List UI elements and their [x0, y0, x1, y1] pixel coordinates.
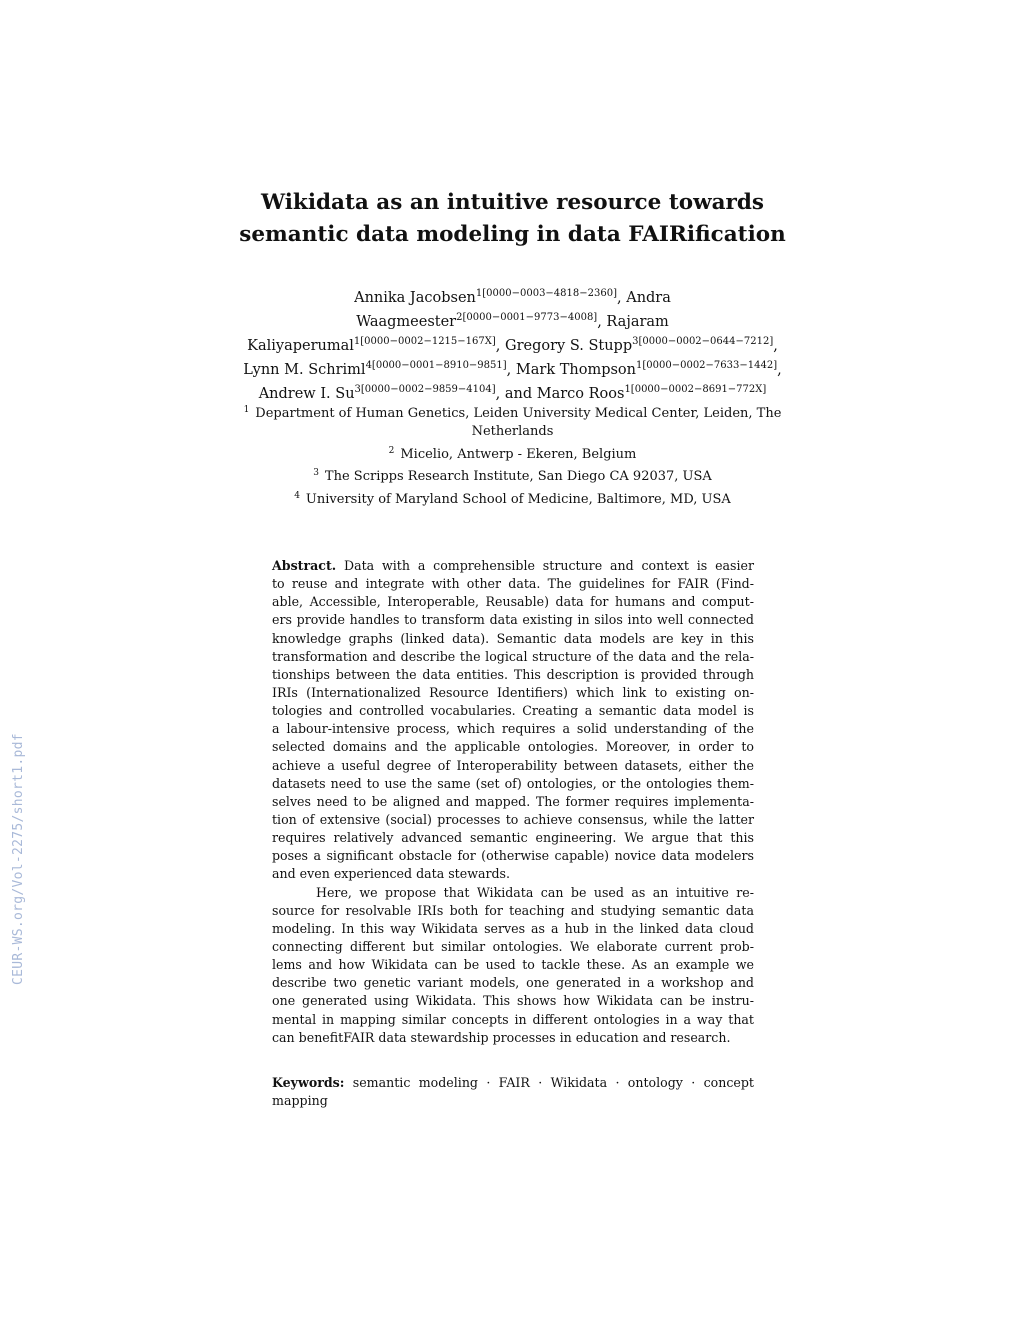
author-line-4	[205, 356, 820, 380]
abstract-line: connecting different but similar ontologies. We elaborate current prob-	[272, 938, 754, 954]
abstract-line	[272, 557, 754, 575]
abstract-line: IRIs (Internationalized Resource Identifiers) which link to existing on-	[272, 684, 754, 700]
author-sep: , Rajaram	[597, 314, 669, 330]
affiliation-2	[225, 442, 800, 464]
author-name: Andrew I. Su	[258, 386, 355, 402]
affiliation-number: 4	[294, 490, 300, 501]
abstract-paragraph-2	[272, 884, 754, 1047]
abstract-line: requires relatively advanced semantic engineering. We argue that this	[272, 830, 754, 846]
abstract-text: Data with a comprehensible structure and context is easier	[344, 558, 754, 573]
title-line-1: Wikidata as an intuitive resource towards	[260, 190, 764, 215]
keywords	[272, 1074, 754, 1110]
abstract-line: can benefitFAIR data stewardship processes in education and research.	[272, 1029, 731, 1045]
abstract-line: tologies and controlled vocabularies. Creating a semantic data model is	[272, 703, 754, 719]
author-name: , Gregory S. Stupp	[495, 338, 633, 354]
side-identifier: CEUR-WS.org/Vol-2275/short1.pdf	[11, 733, 26, 985]
author-name: Annika Jacobsen	[354, 290, 476, 306]
abstract-line: tion of extensive (social) processes to achieve consensus, while the latter	[272, 811, 754, 827]
abstract-line: poses a significant obstacle for (otherwise capable) novice data modelers	[272, 848, 754, 864]
abstract-line: one generated using Wikidata. This shows how Wikidata can be instru-	[272, 993, 754, 1009]
abstract	[272, 557, 754, 1047]
keywords-line-2: mapping	[272, 1093, 328, 1109]
abstract-line: knowledge graphs (linked data). Semantic data models are key in this	[272, 630, 754, 646]
affiliation-3	[225, 464, 800, 486]
abstract-line: to reuse and integrate with other data. The guidelines for FAIR (Find-	[272, 576, 754, 592]
keywords-text: semantic modeling · FAIR · Wikidata · ontology · concept	[352, 1075, 754, 1090]
author-name: Kaliyaperumal	[247, 338, 354, 354]
orcid-sup: 1[0000−0002−7633−1442]	[636, 360, 778, 371]
abstract-line: mental in mapping similar concepts in different ontologies in a way that	[272, 1011, 754, 1027]
orcid-sup: 1[0000−0003−4818−2360]	[475, 288, 617, 299]
author-line-3	[205, 332, 820, 356]
abstract-line: ers provide handles to transform data existing in silos into well connected	[272, 612, 754, 628]
abstract-line: a labour-intensive process, which requires a solid understanding of the	[272, 721, 754, 737]
orcid-sup: 3[0000−0002−0644−7212]	[632, 336, 774, 347]
orcid-sup: 1[0000−0002−8691−772X]	[624, 384, 767, 395]
abstract-line: tionships between the data entities. This description is provided through	[272, 666, 754, 682]
author-list	[205, 284, 820, 404]
abstract-line: and even experienced data stewards.	[272, 866, 511, 882]
affiliation-list	[225, 401, 800, 509]
abstract-line: selected domains and the applicable ontologies. Moreover, in order to	[272, 739, 754, 755]
author-name: , and Marco Roos	[495, 386, 625, 402]
orcid-sup: 3[0000−0002−9859−4104]	[354, 384, 496, 395]
author-sep: ,	[773, 338, 778, 354]
author-name: Lynn M. Schriml	[243, 362, 366, 378]
affiliation-number: 1	[243, 405, 250, 415]
keywords-line-1	[272, 1074, 754, 1092]
paper-title	[210, 187, 815, 251]
abstract-line: source for resolvable IRIs both for teaching and studying semantic data	[272, 902, 754, 918]
affiliation-text: Department of Human Genetics, Leiden University Medical Center, Leiden, The	[255, 406, 782, 421]
abstract-line: datasets need to use the same (set of) ontologies, or the ontologies them-	[272, 775, 754, 791]
abstract-line: achieve a useful degree of Interoperability between datasets, either the	[272, 757, 754, 773]
abstract-line: transformation and describe the logical structure of the data and the rela-	[272, 648, 754, 664]
author-sep: , Andra	[617, 290, 671, 306]
author-line-2	[205, 308, 820, 332]
abstract-line: lems and how Wikidata can be used to tackle these. As an example we	[272, 957, 754, 973]
affiliation-text: Micelio, Antwerp - Ekeren, Belgium	[400, 446, 637, 462]
affiliation-1-cont: Netherlands	[471, 424, 554, 440]
title-line-2: semantic data modeling in data FAIRification	[239, 222, 786, 247]
affiliation-number: 3	[313, 468, 319, 479]
orcid-sup: 1[0000−0002−1215−167X]	[353, 336, 496, 347]
affiliation-text: The Scripps Research Institute, San Diego CA 92037, USA	[324, 469, 712, 485]
author-name: , Mark Thompson	[506, 362, 636, 378]
author-line-1	[205, 284, 820, 308]
abstract-line: able, Accessible, Interoperable, Reusable) data for humans and comput-	[272, 594, 754, 610]
abstract-label: Abstract.	[272, 558, 337, 573]
keywords-label: Keywords:	[272, 1075, 345, 1090]
affiliation-4	[225, 487, 800, 509]
abstract-line: describe two genetic variant models, one generated in a workshop and	[272, 975, 754, 991]
abstract-line: selves need to be aligned and mapped. The former requires implementa-	[272, 793, 754, 809]
abstract-line: Here, we propose that Wikidata can be used as an intuitive re-	[316, 884, 754, 900]
abstract-line: modeling. In this way Wikidata serves as a hub in the linked data cloud	[272, 920, 754, 936]
affiliation-1	[225, 401, 800, 423]
author-name: Waagmeester	[356, 314, 457, 330]
author-sep: ,	[777, 362, 782, 378]
affiliation-text: University of Maryland School of Medicine, Baltimore, MD, USA	[305, 491, 731, 507]
orcid-sup: 4[0000−0001−8910−9851]	[365, 360, 507, 371]
affiliation-number: 2	[388, 445, 395, 456]
abstract-paragraph-1	[272, 575, 754, 883]
orcid-sup: 2[0000−0001−9773−4008]	[456, 312, 598, 323]
